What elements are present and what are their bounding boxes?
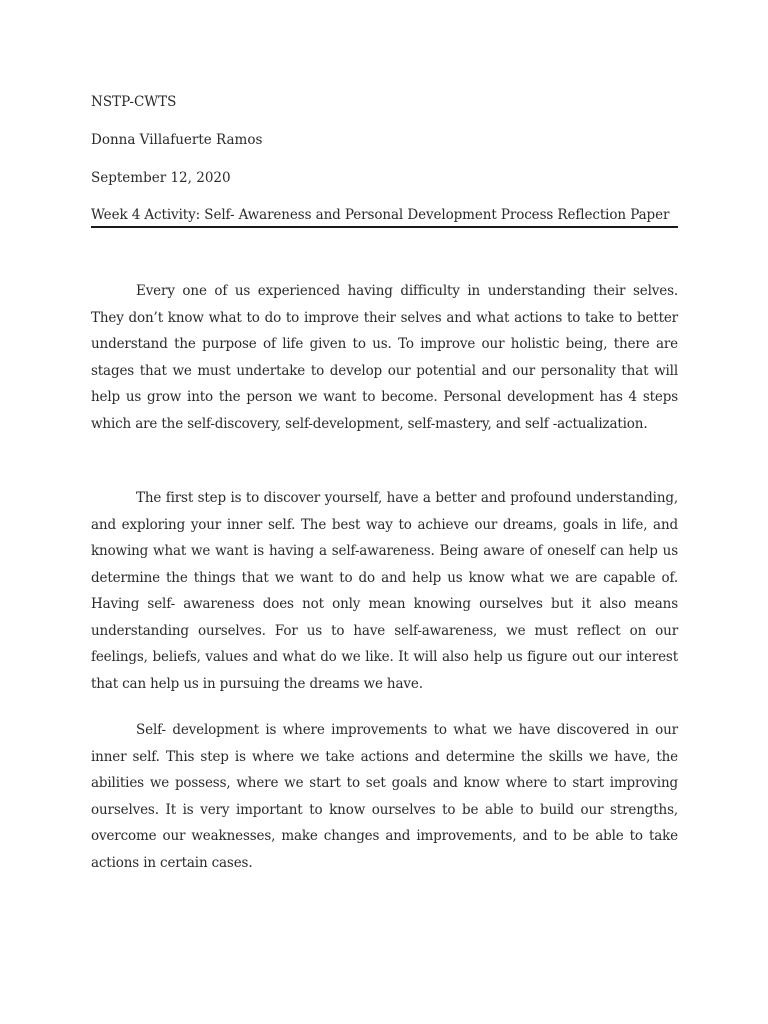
paragraph-introduction: Every one of us experienced having difficulty in understanding their selves. They don’t know what to do to improve their selves and what actions to take to better understand the purpose of life given to us. To improve our holistic being, there are stages that we must undertake to develop our potential and our personality that will help us grow into the person we want to become. Personal development has 4 steps which are the self-discovery, self-development, self-mastery, and self -actualization.: [91, 283, 678, 432]
paragraph-self-development: Self- development is where improvements to what we have discovered in our inner self. This step is where we take actions and determine the skills we have, the abilities we possess, where we start to set goals and know where to start improving ourselves. It is very important to know ourselves to be able to build our strengths, overcome our weaknesses, make changes and improvements, and to be able to take actions in certain cases.: [91, 722, 678, 871]
activity-title: Week 4 Activity: Self- Awareness and Personal Development Process Reflection Paper: [91, 206, 678, 228]
author-name: Donna Villafuerte Ramos: [91, 132, 263, 148]
document-date: September 12, 2020: [91, 170, 231, 186]
paragraph-self-discovery: The first step is to discover yourself, have a better and profound understanding, and exploring your inner self. The best way to achieve our dreams, goals in life, and knowing what we want is having a self-awareness. Being aware of oneself can help us determine the things that we want to do and help us know what we are capable of. Having self- awareness does not only mean knowing ourselves but it also means understanding ourselves. For us to have self-awareness, we must reflect on our feelings, beliefs, values and what do we like. It will also help us figure out our interest that can help us in pursuing the dreams we have.: [91, 490, 678, 692]
course-name: NSTP-CWTS: [91, 94, 177, 110]
